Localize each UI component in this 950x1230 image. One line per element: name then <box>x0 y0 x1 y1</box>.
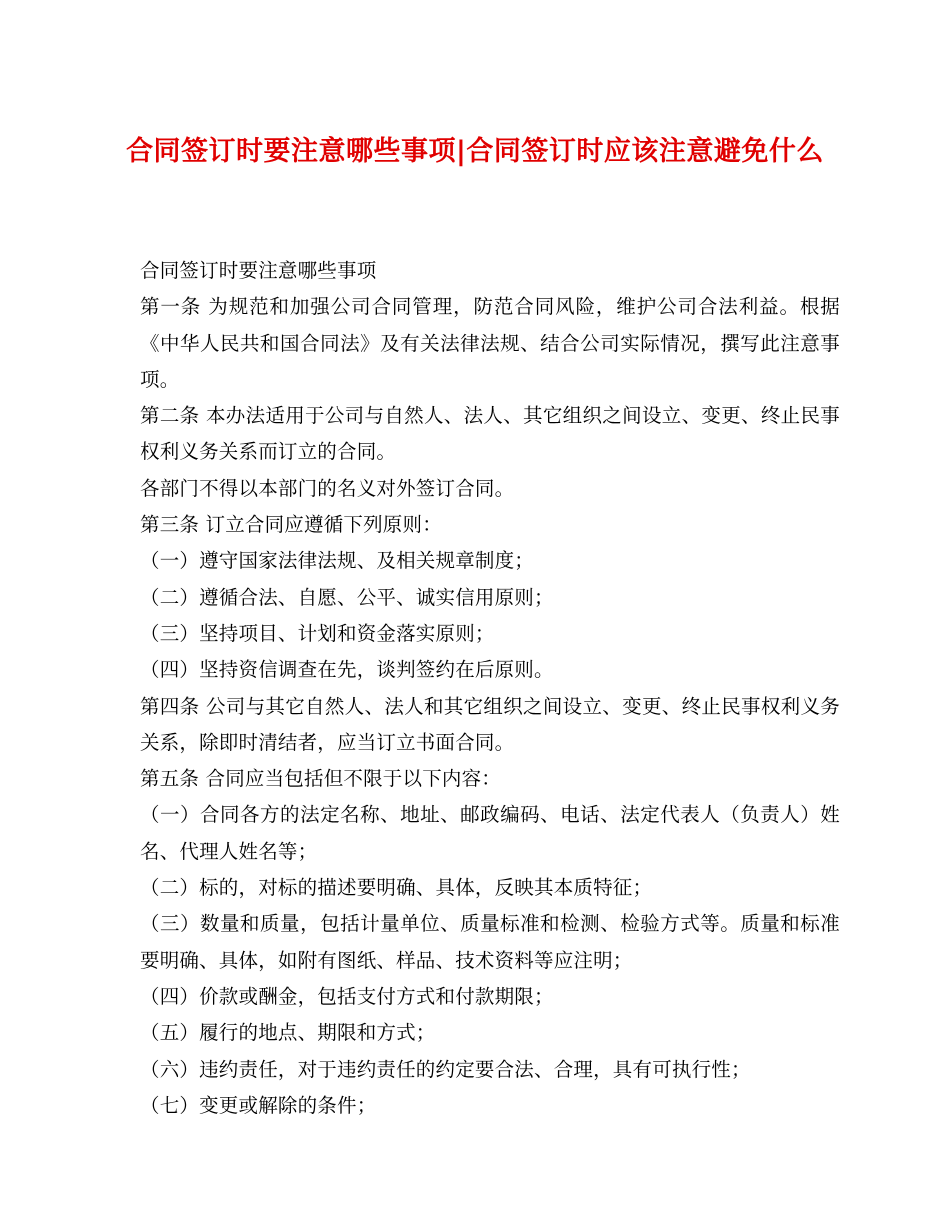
paragraph: （一）遵守国家法律法规、及相关规章制度； <box>140 549 535 573</box>
paragraph: （三）数量和质量，包括计量单位、质量标准和检测、检验方式等。质量和标准要明确、具体，如附有图纸、样品、技术资料等应注明； <box>140 912 840 972</box>
paragraph: 第一条 为规范和加强公司合同管理，防范合同风险，维护公司合法利益。根据《中华人民共和国合同法》及有关法律法规、结合公司实际情况，撰写此注意事项。 <box>140 295 840 391</box>
paragraph: （五）履行的地点、期限和方式； <box>140 1021 436 1045</box>
document-title: 合同签订时要注意哪些事项|合同签订时应该注意避免什么 <box>126 136 824 167</box>
paragraph: （七）变更或解除的条件； <box>140 1093 377 1117</box>
paragraph: （二）遵循合法、自愿、公平、诚实信用原则； <box>140 585 554 609</box>
paragraph: （二）标的，对标的描述要明确、具体，反映其本质特征； <box>140 876 653 900</box>
paragraph: 第三条 订立合同应遵循下列原则： <box>140 513 442 537</box>
paragraph: （一）合同各方的法定名称、地址、邮政编码、电话、法定代表人（负责人）姓名、代理人姓名等； <box>140 803 840 863</box>
paragraph: 第五条 合同应当包括但不限于以下内容： <box>140 767 501 791</box>
paragraph: （四）坚持资信调查在先，谈判签约在后原则。 <box>140 658 554 682</box>
paragraph: 各部门不得以本部门的名义对外签订合同。 <box>140 476 515 500</box>
paragraph: （六）违约责任，对于违约责任的约定要合法、合理，具有可执行性； <box>140 1057 751 1081</box>
paragraph: 第二条 本办法适用于公司与自然人、法人、其它组织之间设立、变更、终止民事权利义务关系而订立的合同。 <box>140 404 840 464</box>
paragraph: （四）价款或酬金，包括支付方式和付款期限； <box>140 984 554 1008</box>
paragraph: 第四条 公司与其它自然人、法人和其它组织之间设立、变更、终止民事权利义务关系，除即时清结者，应当订立书面合同。 <box>140 694 840 754</box>
paragraph: 合同签订时要注意哪些事项 <box>140 259 377 282</box>
paragraph: （三）坚持项目、计划和资金落实原则； <box>140 621 495 645</box>
document-body <box>140 253 840 1124</box>
